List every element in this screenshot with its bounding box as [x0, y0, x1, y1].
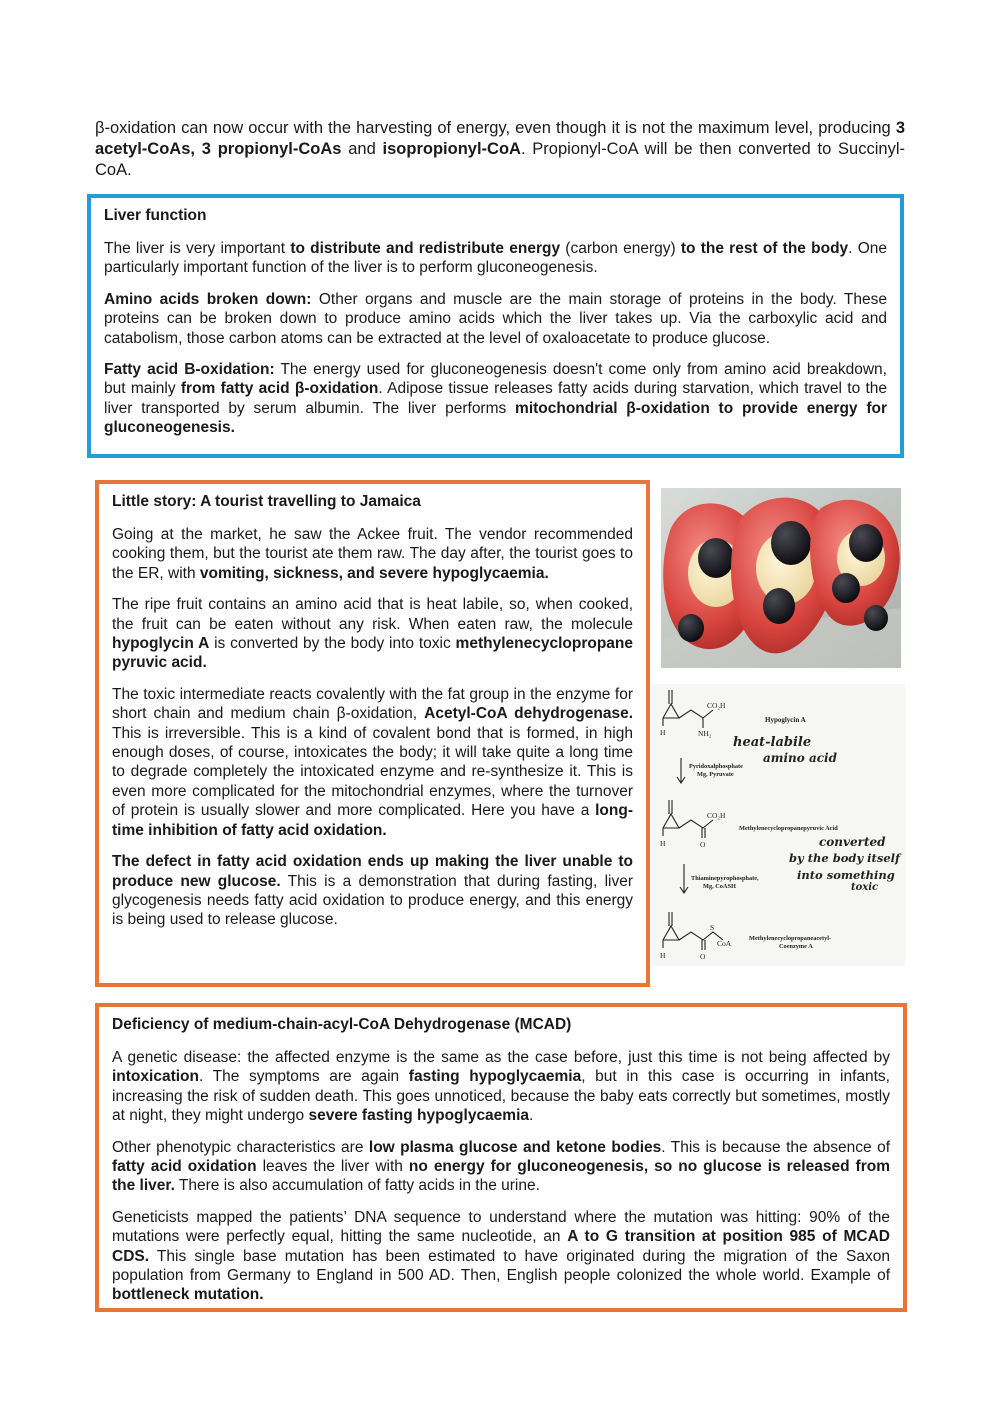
o-label-3: O — [700, 952, 706, 961]
methylenecyclopropaneacetyl-name-line2: Coenzyme A — [779, 943, 813, 950]
liver-paragraph-2: Amino acids broken down: Other organs and muscle are the main storage of proteins in the body. These proteins can be broken down to produce amino acids which the liver takes up. Via the carboxylic acid and catabolism, those carbon atoms can be extracted at the level of oxaloacetate to produce glucose. — [104, 290, 887, 347]
story-paragraph-2: The ripe fruit contains an amino acid that is heat labile, so, when cooked, the fruit can be eaten without any risk. When eaten raw, the molecule hypoglycin A is converted by the body into toxic methylenecyclopropane pyruvic acid. — [112, 596, 633, 672]
h-label-2: H — [660, 839, 666, 848]
intro-paragraph: β-oxidation can now occur with the harvesting of energy, even though it is not the maximum level, producing 3 acetyl-CoAs, 3 propionyl-CoAs and isopropionyl-CoA. Propionyl-CoA will be then converted to Succinyl-CoA. — [95, 119, 905, 179]
liver-function-box — [87, 194, 904, 458]
o-label-2: O — [700, 840, 706, 849]
mcad-title: Deficiency of medium-chain-acyl-CoA Dehydrogenase (MCAD) — [112, 1016, 572, 1033]
note-converted: converted — [819, 835, 886, 849]
nh2-label: NH₂ — [698, 729, 712, 738]
reagent-2b: Mg, CoASH — [703, 883, 736, 890]
reagent-2a: Thiaminepyrophosphate, — [691, 875, 759, 882]
liver-function-title: Liver function — [104, 207, 207, 224]
ackee-fruit-photo — [661, 488, 901, 668]
note-toxic: toxic — [851, 882, 879, 893]
coa-label-3: CoA — [717, 939, 732, 948]
mcad-box — [95, 1003, 907, 1312]
story-box — [95, 480, 650, 987]
reagent-1b: Mg, Pyruvate — [697, 771, 734, 778]
reagent-1a: Pyridoxalphosphate — [689, 763, 743, 770]
story-paragraph-4: The defect in fatty acid oxidation ends up making the liver unable to produce new glucose. This is a demonstration that during fasting, liver glycogenesis needs fatty acid oxidation to produce energy, and this energy is being used to release glucose. — [112, 853, 634, 929]
story-title: Little story: A tourist travelling to Jamaica — [112, 493, 421, 510]
story-paragraph-3: The toxic intermediate reacts covalently with the fat group in the enzyme for short chain and medium chain β-oxidation, Acetyl-CoA dehydrogenase. This is irreversible. This is a kind of covalent bond that is formed, in high enough doses, of course, intoxicates the body; it will take quite a long time to degrade completely the intoxicated enzyme and re-synthesize it. This is even more complicated for the mitochondrial enzymes, where the turnover of protein is usually slower and more complicated. Here you have a long-time inhibition of fatty acid oxidation. — [112, 685, 633, 839]
note-amino-acid: amino acid — [763, 751, 837, 765]
mcad-paragraph-3: Geneticists mapped the patients’ DNA sequence to understand where the mutation was hitting: 90% of the mutations were perfectly equal, hitting the same nucleotide, an A to G transition at position 985 of MCAD CDS. This single base mutation has been estimated to have originated during the migration of the Saxon population from Germany to England in 500 AD. Then, English people colonized the whole world. Example of bottleneck mutation. — [112, 1208, 890, 1304]
mcad-paragraph-2: Other phenotypic characteristics are low plasma glucose and ketone bodies. This is because the absence of fatty acid oxidation leaves the liver with no energy for gluconeogenesis, so no glucose is released from the liver. There is also accumulation of fatty acids in the urine. — [112, 1138, 891, 1195]
co2h-label-1: CO₂H — [707, 701, 726, 710]
h-label-1: H — [660, 728, 666, 737]
note-heat-labile: heat-labile — [733, 735, 812, 750]
note-by-body: by the body itself — [789, 851, 900, 865]
s-label-3: S — [710, 923, 715, 932]
hypoglycin-a-name: Hypoglycin A — [765, 716, 806, 724]
story-paragraph-1: Going at the market, he saw the Ackee fruit. The vendor recommended cooking them, but the tourist ate them raw. The day after, the tourist goes to the ER, with vomiting, sickness, and severe hypoglycaemia. — [112, 526, 633, 582]
h-label-3: H — [660, 951, 666, 960]
liver-paragraph-1: The liver is very important to distribute and redistribute energy (carbon energy) to the rest of the body. One particularly important function of the liver is to perform gluconeogenesis. — [104, 240, 887, 277]
methylenecyclopropanepyruvic-acid-name: Methylenecyclopropanepyruvic Acid — [739, 825, 838, 832]
liver-paragraph-3: Fatty acid B-oxidation: The energy used for gluconeogenesis doesn't come only from amino acid breakdown, but mainly from fatty acid β-oxidation. Adipose tissue releases fatty acids during starvation, which travel to the liver transported by serum albumin. The liver performs mitochondrial β-oxidation to provide energy for gluconeogenesis. — [104, 361, 888, 437]
mcad-paragraph-1: A genetic disease: the affected enzyme is the same as the case before, just this time is not being affected by intoxication. The symptoms are again fasting hypoglycaemia, but in this case is occurring in infants, increasing the risk of sudden death. This goes unnoticed, because the baby eats correctly but sometimes, mostly at night, they might undergo severe fasting hypoglycaemia. — [112, 1049, 890, 1125]
hypoglycin-pathway-diagram — [651, 684, 905, 966]
co2h-label-2: CO₂H — [707, 811, 726, 820]
note-into-something: into something — [797, 868, 895, 882]
methylenecyclopropaneacetyl-name-line1: Methylenecyclopropaneacetyl- — [749, 935, 832, 942]
